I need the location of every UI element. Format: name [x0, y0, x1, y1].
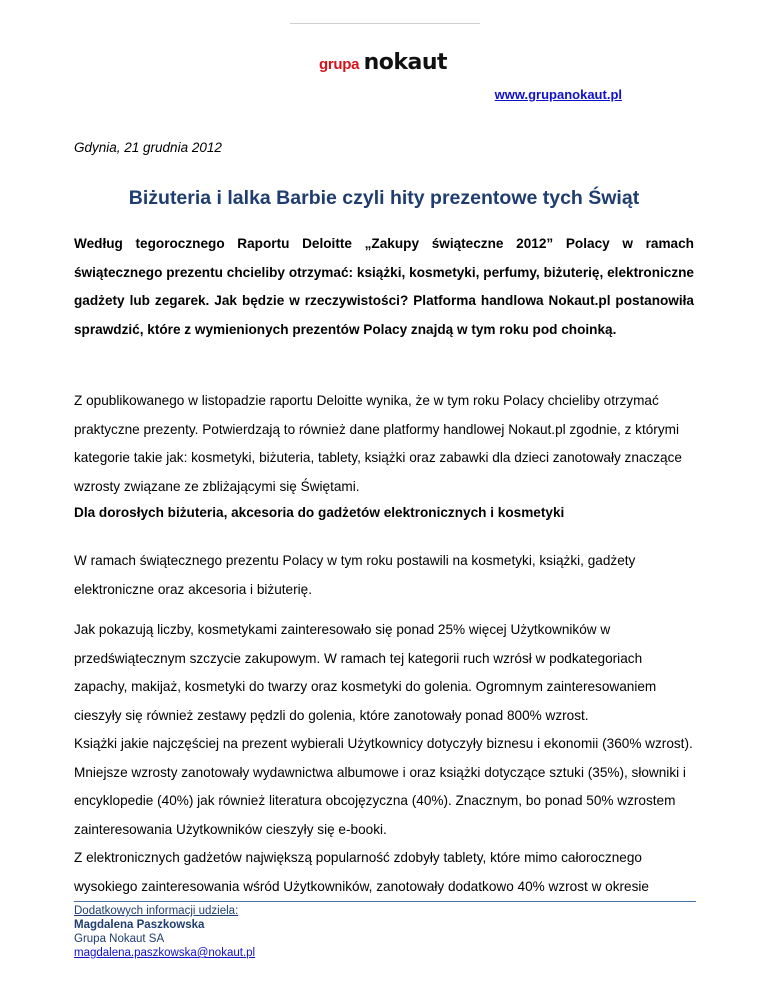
body-paragraph-3: Jak pokazują liczby, kosmetykami zainteresowało się ponad 25% więcej Użytkowników w przedświątecznym szczycie zakupowym. W ramach tej kategorii ruch wzrósł w podkategoriach zapachy, makijaż, kosmetyki do twarzy oraz kosmetyki do golenia. Ogromnym zainteresowaniem cieszyły się również zestawy pędzli do golenia, które zanotowały ponad 800% wzrost. — [74, 622, 657, 723]
contact-email-link[interactable]: magdalena.paszkowska@nokaut.pl — [74, 947, 256, 959]
body-paragraph-5: Z elektronicznych gadżetów największą popularność zdobyły tablety, które mimo całorocznego wysokiego zainteresowania wśród Użytkowników, zanotowały dodatkowo 40% wzrost w okresie — [74, 850, 649, 894]
body-paragraph-1: Z opublikowanego w listopadzie raportu Deloitte wynika, że w tym roku Polacy chcieliby otrzymać praktyczne prezenty. Potwierdzają to również dane platformy handlowej Nokaut.pl zgodnie, z którymi kategorie takie jak: kosmetyki, biżuteria, tablety, książki oraz zabawki dla dzieci zanotowały znaczące wzrosty związane ze zbliżającymi się Świętami. — [74, 393, 682, 494]
logo-grupa-text: grupa — [319, 56, 360, 73]
lead-paragraph: Według tegorocznego Raportu Deloitte „Zakupy świąteczne 2012” Polacy w ramach świątecznego prezentu chcieliby otrzymać: książki, kosmetyki, perfumy, biżuterię, elektroniczne gadżety lub zegarek. Jak będzie w rzeczywistości? Platforma handlowa Nokaut.pl postanowiła sprawdzić, które z wymienionych prezentów Polacy znajdą w tym roku pod choinką. — [74, 236, 694, 337]
website-link[interactable]: www.grupanokaut.pl — [494, 87, 622, 102]
contact-footer — [74, 904, 255, 960]
body-paragraph-4: Książki jakie najczęściej na prezent wybierali Użytkownicy dotyczyły biznesu i ekonomii (360% wzrost). Mniejsze wzrosty zanotowały wydawnictwa albumowe i oraz książki dotyczące sztuki (35%), słowniki i encyklopedie (40%) jak również literatura obcojęzyczna (40%). Znacznym, bo ponad 50% wzrostem zainteresowania Użytkowników cieszyły się e-booki. — [74, 736, 693, 837]
top-divider — [290, 23, 480, 24]
dateline: Gdynia, 21 grudnia 2012 — [74, 140, 222, 155]
footer-divider — [74, 901, 696, 902]
logo-nokaut-text: nokaut — [363, 50, 448, 75]
section-subheading: Dla dorosłych biżuteria, akcesoria do gadżetów elektronicznych i kosmetyki — [74, 505, 565, 520]
grupa-nokaut-logo — [319, 50, 447, 74]
contact-label: Dodatkowych informacji udziela: — [74, 905, 239, 917]
press-release-headline: Biżuteria i lalka Barbie czyli hity prezentowe tych Świąt — [128, 187, 640, 209]
contact-company: Grupa Nokaut SA — [74, 933, 165, 945]
body-paragraph-2: W ramach świątecznego prezentu Polacy w tym roku postawili na kosmetyki, książki, gadżety elektroniczne oraz akcesoria i biżuterię. — [74, 553, 636, 597]
contact-name: Magdalena Paszkowska — [74, 919, 205, 931]
